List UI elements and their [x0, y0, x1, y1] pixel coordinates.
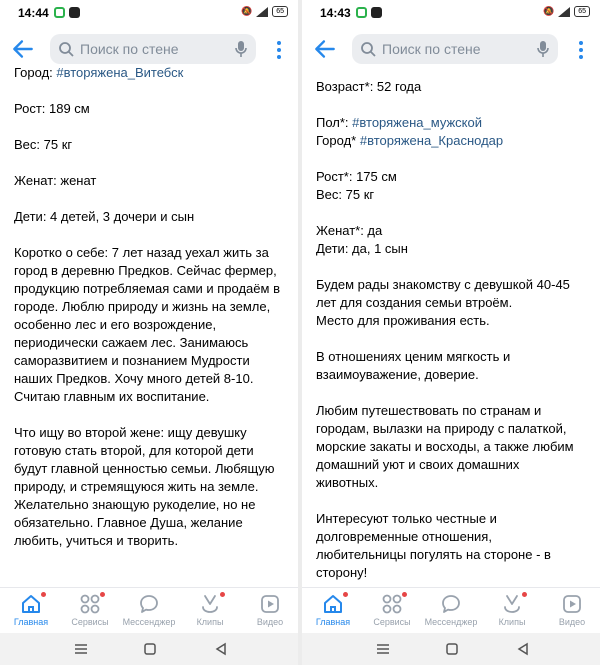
tab-clips[interactable] [180, 593, 240, 627]
header [302, 28, 600, 72]
post-content [302, 72, 600, 587]
post-paragraph [14, 100, 282, 118]
tab-label: Мессенджер [424, 617, 478, 627]
signal-icon [256, 7, 268, 17]
mute-icon: 🔕 [240, 6, 253, 16]
messenger-icon [137, 593, 161, 615]
notification-icon [69, 7, 80, 18]
right-screen [302, 0, 600, 665]
notification-dot [41, 592, 46, 597]
back-arrow-icon[interactable] [312, 36, 338, 62]
clips-icon [500, 593, 524, 615]
search-input[interactable] [50, 34, 256, 64]
post-paragraph [316, 510, 584, 582]
post-text-segment: Интересуют только честные и долговременные отношения, любительницы погулять на стороне - в сторону! [316, 511, 551, 580]
post-text-segment: Рост*: 175 см Вес: 75 кг [316, 169, 397, 202]
post-text-segment: Коротко о себе: 7 лет назад уехал жить за город в деревню Предков. Сейчас фермер, продукцию потребляемая сами и продаём в городе. Люблю природу и жизнь на земле, особенно лес и его возрождение, периодически сажаем лес. Занимаюсь саморазвитием и познанием Мудрости наших Предков. Хочу много детей 8-10. Считаю главным их воспитание. [14, 245, 280, 404]
post-text-segment: Город* [316, 133, 357, 148]
post-paragraph [316, 78, 584, 96]
tab-label: Видео [256, 617, 284, 627]
system-nav-bar [0, 633, 298, 665]
hashtag-link[interactable]: #вторяжена_мужской [352, 115, 482, 130]
hashtag-link[interactable]: #вторяжена_Краснодар [359, 133, 504, 148]
tab-label: Сервисы [71, 617, 109, 627]
notification-dot [100, 592, 105, 597]
tab-services[interactable] [60, 593, 120, 627]
search-icon [58, 41, 74, 57]
video-icon [258, 593, 282, 615]
post-text-segment: Будем рады знакомству с девушкой 40-45 лет для создания семьи втроём. Место для проживания есть. [316, 277, 570, 328]
post-paragraph [316, 276, 584, 330]
tab-video[interactable] [542, 593, 602, 627]
tab-clips[interactable] [482, 593, 542, 627]
signal-icon [558, 7, 570, 17]
home-nav-icon[interactable] [445, 642, 459, 656]
post-text-segment: Возраст*: 52 года [316, 79, 422, 94]
notification-icon [356, 7, 367, 18]
services-icon [78, 593, 102, 615]
back-arrow-icon[interactable] [10, 36, 36, 62]
notification-icon [371, 7, 382, 18]
bottom-tab-bar [302, 587, 600, 634]
more-options-icon[interactable] [578, 40, 584, 60]
post-paragraph [316, 222, 584, 258]
notification-icon [54, 7, 65, 18]
post-text-segment: Вес: 75 кг [14, 137, 73, 152]
search-placeholder: Поиск по стене [80, 41, 179, 57]
post-text-segment: Женат: женат [14, 173, 97, 188]
post-text-segment: Город: [14, 65, 57, 80]
bottom-tab-bar [0, 587, 298, 634]
tab-label: Мессенджер [122, 617, 176, 627]
tab-video[interactable] [240, 593, 300, 627]
status-bar [302, 0, 600, 28]
hashtag-link[interactable]: #вторяжена_Витебск [56, 65, 184, 80]
status-bar [0, 0, 298, 28]
post-paragraph [14, 244, 282, 406]
tab-messenger[interactable] [119, 593, 179, 627]
battery-icon: 65 [574, 6, 590, 17]
microphone-icon[interactable] [234, 40, 248, 58]
status-time: 14:44 [18, 6, 49, 20]
tab-label: Клипы [196, 617, 224, 627]
post-paragraph [14, 64, 282, 82]
tab-label: Главная [315, 617, 351, 627]
tab-home[interactable] [1, 593, 61, 627]
back-nav-icon[interactable] [214, 642, 228, 656]
post-text-segment: Что ищу во второй жене: ищу девушку готовую стать второй, для которой дети будут главной ценностью семьи. Любящую природу, и стремящуюся жить на земле. Желательно знающую рукоделие, но не обязательно. Главное Душа, желание любить, учиться и творить. [14, 425, 275, 548]
system-nav-bar [302, 633, 600, 665]
video-icon [560, 593, 584, 615]
services-icon [380, 593, 404, 615]
microphone-icon[interactable] [536, 40, 550, 58]
home-icon [19, 593, 43, 615]
post-text-segment: Женат*: да Дети: да, 1 сын [316, 223, 408, 256]
post-paragraph [316, 402, 584, 492]
post-paragraph [14, 424, 282, 550]
more-options-icon[interactable] [276, 40, 282, 60]
post-content [0, 65, 298, 587]
notification-dot [220, 592, 225, 597]
notification-dot [343, 592, 348, 597]
battery-icon: 65 [272, 6, 288, 17]
status-time: 14:43 [320, 6, 351, 20]
mute-icon: 🔕 [542, 6, 555, 16]
tab-label: Клипы [498, 617, 526, 627]
tab-label: Видео [558, 617, 586, 627]
tab-messenger[interactable] [421, 593, 481, 627]
post-paragraph [316, 114, 584, 150]
notification-dot [402, 592, 407, 597]
post-paragraph [14, 136, 282, 154]
post-text-segment: Любим путешествовать по странам и городам, вылазки на природу с палаткой, морские закаты и восходы, а также любим домашний уют и своих домашних животных. [316, 403, 574, 490]
home-icon [321, 593, 345, 615]
post-text-segment: Дети: 4 детей, 3 дочери и сын [14, 209, 195, 224]
menu-icon[interactable] [376, 642, 390, 656]
tab-home[interactable] [303, 593, 363, 627]
post-text-segment: Пол*: [316, 115, 353, 130]
left-screen [0, 0, 298, 665]
post-paragraph [14, 172, 282, 190]
post-text-segment: Рост: 189 см [14, 101, 90, 116]
post-text-segment: В отношениях ценим мягкость и взаимоуважение, доверие. [316, 349, 511, 382]
search-icon [360, 41, 376, 57]
tab-services[interactable] [362, 593, 422, 627]
tab-label: Главная [13, 617, 49, 627]
menu-icon[interactable] [74, 642, 88, 656]
home-nav-icon[interactable] [143, 642, 157, 656]
search-input[interactable] [352, 34, 558, 64]
messenger-icon [439, 593, 463, 615]
post-paragraph [316, 348, 584, 384]
post-text [14, 64, 282, 568]
search-placeholder: Поиск по стене [382, 41, 481, 57]
post-paragraph [14, 208, 282, 226]
tab-label: Сервисы [373, 617, 411, 627]
back-nav-icon[interactable] [516, 642, 530, 656]
post-text [316, 78, 584, 636]
post-paragraph [316, 168, 584, 204]
clips-icon [198, 593, 222, 615]
notification-dot [522, 592, 527, 597]
